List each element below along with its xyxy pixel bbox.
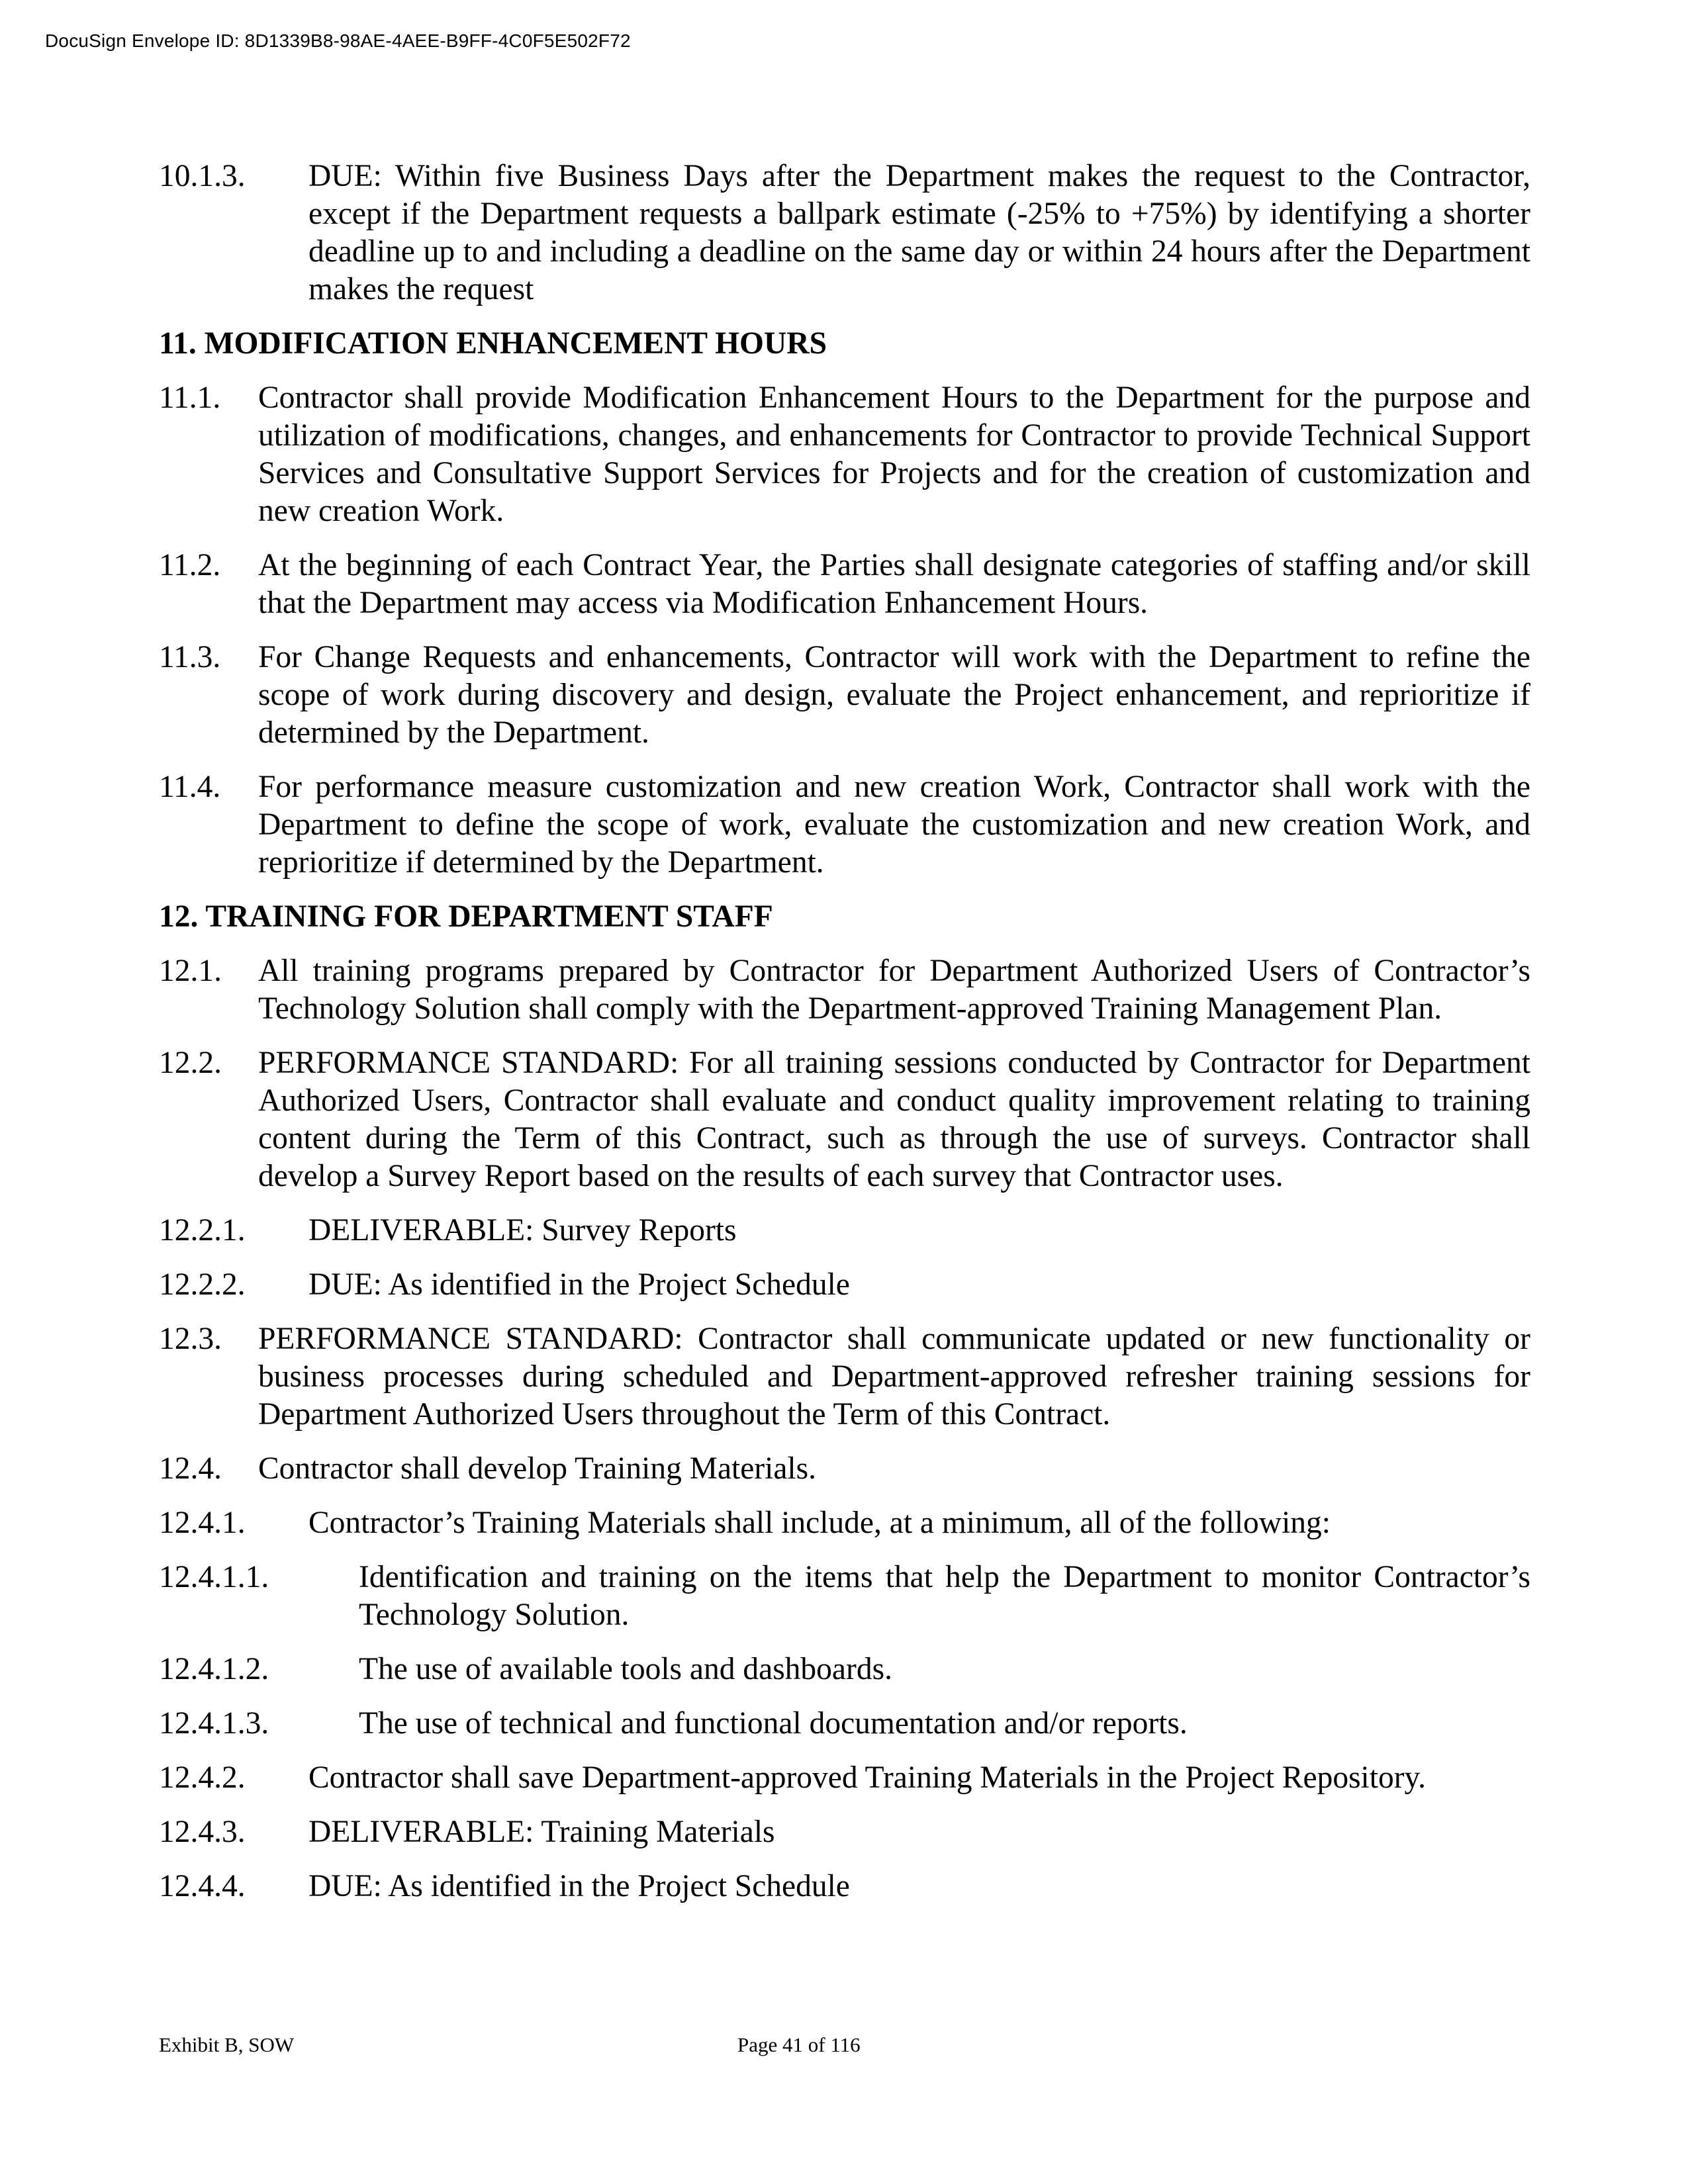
clause-item: [159, 1450, 1530, 1488]
clause-item: [159, 1044, 1530, 1195]
clause-item: [159, 1759, 1530, 1797]
clause-item: [159, 1504, 1530, 1542]
clause-text: PERFORMANCE STANDARD: Contractor shall communicate updated or new functionality or business processes during scheduled and Department-approved refresher training sessions for Department Authorized Users throughout the Term of this Contract.: [258, 1322, 1530, 1432]
clause-text: Identification and training on the items that help the Department to monitor Contractor’s Technology Solution.: [359, 1560, 1530, 1632]
document-body: [159, 158, 1530, 1922]
clause-number: 10.1.3.: [159, 159, 246, 193]
footer-exhibit-label: Exhibit B, SOW: [159, 2033, 295, 2056]
clause-number: 12.3.: [159, 1322, 222, 1356]
clause-number: 12.2.2.: [159, 1267, 246, 1302]
clause-number: 11.3.: [159, 640, 221, 674]
clause-item: [159, 1651, 1530, 1688]
clause-item: [159, 1212, 1530, 1250]
clause-text: Contractor shall save Department-approved Training Materials in the Project Repository.: [308, 1760, 1427, 1795]
clause-text: PERFORMANCE STANDARD: For all training sessions conducted by Contractor for Department Authorized Users, Contractor shall evaluate and conduct quality improvement relating to training content during the Term of this Contract, such as through the use of surveys. Contractor shall develop a Survey Report based on the results of each survey that Contractor uses.: [258, 1046, 1530, 1193]
clause-item: [159, 547, 1530, 622]
clause-number: 11.4.: [159, 770, 221, 804]
clause-text: The use of available tools and dashboards.: [359, 1652, 892, 1686]
clause-number: 11.1.: [159, 381, 221, 415]
footer-page-number: Page 41 of 116: [737, 2033, 861, 2056]
clause-text: DUE: As identified in the Project Schedule: [308, 1869, 850, 1903]
clause-number: 12.4.1.1.: [159, 1560, 269, 1594]
clause-item: [159, 158, 1530, 308]
clause-item: [159, 1266, 1530, 1304]
clause-item: [159, 768, 1530, 882]
clause-item: [159, 1868, 1530, 1905]
clause-text: Contractor shall develop Training Materials.: [258, 1451, 816, 1486]
clause-text: DELIVERABLE: Training Materials: [308, 1815, 775, 1849]
clause-item: [159, 1813, 1530, 1851]
clause-number: 12.2.: [159, 1046, 222, 1080]
clause-text: For Change Requests and enhancements, Contractor will work with the Department to refine the scope of work during discovery and design, evaluate the Project enhancement, and reprioritize if determined by the Department.: [258, 640, 1530, 750]
clause-text: For performance measure customization and new creation Work, Contractor shall work with the Department to define the scope of work, evaluate the customization and new creation Work, and reprioritize if determined by the Department.: [258, 770, 1530, 880]
clause-number: 12.4.1.2.: [159, 1652, 269, 1686]
clause-item: [159, 639, 1530, 752]
clause-item: [159, 1320, 1530, 1433]
clause-text: Contractor’s Training Materials shall include, at a minimum, all of the following:: [308, 1506, 1331, 1540]
clause-number: 12.4.1.3.: [159, 1706, 269, 1741]
clause-item: [159, 379, 1530, 530]
clause-number: 12.4.3.: [159, 1815, 246, 1849]
clause-item: [159, 1705, 1530, 1743]
section-heading: 12. TRAINING FOR DEPARTMENT STAFF: [159, 899, 773, 934]
clause-number: 12.4.2.: [159, 1760, 246, 1795]
clause-number: 12.4.4.: [159, 1869, 246, 1903]
section-heading: 11. MODIFICATION ENHANCEMENT HOURS: [159, 326, 827, 361]
clause-item: [159, 952, 1530, 1028]
clause-item: [159, 1559, 1530, 1634]
clause-text: At the beginning of each Contract Year, the Parties shall designate categories of staffing and/or skill that the Department may access via Modification Enhancement Hours.: [258, 548, 1530, 620]
clause-number: 11.2.: [159, 548, 221, 582]
docusign-envelope-id: DocuSign Envelope ID: 8D1339B8-98AE-4AEE-B9FF-4C0F5E502F72: [45, 30, 631, 51]
clause-text: Contractor shall provide Modification Enhancement Hours to the Department for the purpose and utilization of modifications, changes, and enhancements for Contractor to provide Technical Support Services and Consultative Support Services for Projects and for the creation of customization and new creation Work.: [258, 381, 1530, 528]
clause-text: The use of technical and functional documentation and/or reports.: [359, 1706, 1188, 1741]
clause-number: 12.2.1.: [159, 1213, 246, 1248]
clause-number: 12.1.: [159, 954, 222, 988]
clause-number: 12.4.1.: [159, 1506, 246, 1540]
clause-text: All training programs prepared by Contractor for Department Authorized Users of Contractor’s Technology Solution shall comply with the Department-approved Training Management Plan.: [258, 954, 1530, 1026]
clause-text: DELIVERABLE: Survey Reports: [308, 1213, 737, 1248]
clause-text: DUE: As identified in the Project Schedule: [308, 1267, 850, 1302]
clause-text: DUE: Within five Business Days after the Department makes the request to the Contractor, except if the Department requests a ballpark estimate (-25% to +75%) by identifying a shorter deadline up to and including a deadline on the same day or within 24 hours after the Department makes the request: [308, 159, 1530, 306]
clause-number: 12.4.: [159, 1451, 222, 1486]
